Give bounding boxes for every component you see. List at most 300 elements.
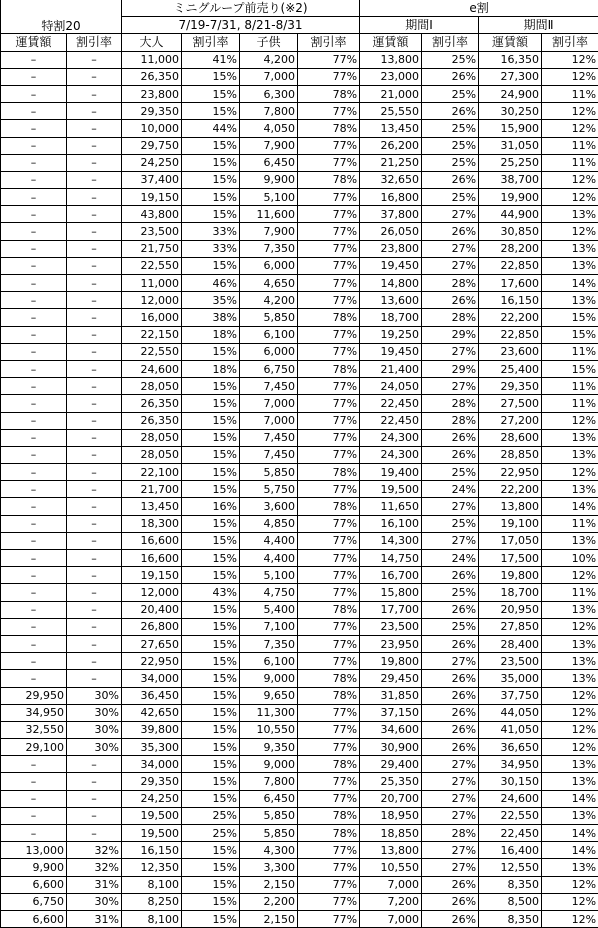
table-row bbox=[1, 257, 598, 274]
cell-adult-rate: 33% bbox=[182, 223, 240, 240]
cell-child-fare: 7,800 bbox=[240, 773, 298, 790]
cell-e1-fare: 19,400 bbox=[360, 464, 422, 481]
cell-e1-rate: 26% bbox=[422, 223, 479, 240]
cell-child-fare: 7,000 bbox=[240, 395, 298, 412]
cell-child-rate: 78% bbox=[298, 171, 360, 188]
cell-special-rate: – bbox=[67, 498, 122, 515]
cell-adult-rate: 15% bbox=[182, 446, 240, 463]
table-row bbox=[1, 739, 598, 756]
cell-child-rate: 77% bbox=[298, 550, 360, 567]
col-adult-rate: 割引率 bbox=[182, 34, 240, 51]
table-row bbox=[1, 68, 598, 85]
cell-child-rate: 77% bbox=[298, 154, 360, 171]
cell-e1-fare: 13,600 bbox=[360, 292, 422, 309]
cell-e1-rate: 27% bbox=[422, 498, 479, 515]
cell-e1-fare: 19,800 bbox=[360, 653, 422, 670]
cell-e2-rate: 14% bbox=[542, 842, 598, 859]
table-row bbox=[1, 859, 598, 876]
cell-child-rate: 77% bbox=[298, 137, 360, 154]
cell-child-rate: 77% bbox=[298, 446, 360, 463]
cell-child-fare: 5,850 bbox=[240, 309, 298, 326]
table-row bbox=[1, 790, 598, 807]
cell-adult-rate: 15% bbox=[182, 515, 240, 532]
cell-adult-fare: 21,700 bbox=[122, 481, 182, 498]
cell-e2-fare: 38,700 bbox=[479, 171, 542, 188]
cell-e1-fare: 34,600 bbox=[360, 721, 422, 738]
cell-e2-rate: 13% bbox=[542, 773, 598, 790]
cell-special-fare: – bbox=[1, 154, 67, 171]
cell-special-rate: – bbox=[67, 825, 122, 842]
cell-child-fare: 4,400 bbox=[240, 532, 298, 549]
cell-child-rate: 77% bbox=[298, 773, 360, 790]
cell-adult-rate: 44% bbox=[182, 120, 240, 137]
cell-e1-rate: 25% bbox=[422, 154, 479, 171]
cell-child-rate: 78% bbox=[298, 85, 360, 102]
cell-adult-rate: 15% bbox=[182, 859, 240, 876]
table-row bbox=[1, 481, 598, 498]
cell-special-fare: – bbox=[1, 756, 67, 773]
cell-e1-fare: 29,400 bbox=[360, 756, 422, 773]
cell-adult-rate: 15% bbox=[182, 85, 240, 102]
cell-special-rate: – bbox=[67, 343, 122, 360]
cell-e1-rate: 24% bbox=[422, 550, 479, 567]
table-row bbox=[1, 635, 598, 652]
cell-e2-rate: 13% bbox=[542, 257, 598, 274]
cell-special-rate: – bbox=[67, 790, 122, 807]
cell-adult-rate: 15% bbox=[182, 876, 240, 893]
cell-e1-fare: 32,650 bbox=[360, 171, 422, 188]
cell-adult-rate: 15% bbox=[182, 773, 240, 790]
cell-adult-fare: 19,500 bbox=[122, 807, 182, 824]
cell-e2-rate: 12% bbox=[542, 464, 598, 481]
cell-special-fare: – bbox=[1, 635, 67, 652]
cell-child-fare: 11,600 bbox=[240, 206, 298, 223]
cell-special-fare: – bbox=[1, 223, 67, 240]
cell-child-rate: 77% bbox=[298, 721, 360, 738]
cell-adult-fare: 43,800 bbox=[122, 206, 182, 223]
cell-special-fare: 34,950 bbox=[1, 704, 67, 721]
cell-adult-fare: 34,000 bbox=[122, 670, 182, 687]
cell-child-rate: 77% bbox=[298, 103, 360, 120]
cell-special-rate: 31% bbox=[67, 910, 122, 927]
cell-child-rate: 77% bbox=[298, 842, 360, 859]
table-row bbox=[1, 189, 598, 206]
cell-e2-rate: 15% bbox=[542, 309, 598, 326]
cell-special-fare: – bbox=[1, 498, 67, 515]
cell-special-fare: – bbox=[1, 275, 67, 292]
cell-adult-fare: 27,650 bbox=[122, 635, 182, 652]
cell-e1-rate: 27% bbox=[422, 343, 479, 360]
cell-adult-rate: 15% bbox=[182, 550, 240, 567]
cell-e2-fare: 22,850 bbox=[479, 326, 542, 343]
cell-e2-rate: 12% bbox=[542, 618, 598, 635]
cell-e1-fare: 19,250 bbox=[360, 326, 422, 343]
table-row bbox=[1, 206, 598, 223]
cell-adult-rate: 16% bbox=[182, 498, 240, 515]
cell-child-fare: 4,200 bbox=[240, 51, 298, 68]
cell-e2-rate: 15% bbox=[542, 360, 598, 377]
cell-e1-fare: 19,450 bbox=[360, 257, 422, 274]
cell-adult-fare: 28,050 bbox=[122, 378, 182, 395]
cell-adult-rate: 43% bbox=[182, 584, 240, 601]
cell-adult-rate: 33% bbox=[182, 240, 240, 257]
cell-adult-rate: 15% bbox=[182, 68, 240, 85]
cell-child-rate: 77% bbox=[298, 481, 360, 498]
cell-child-fare: 4,050 bbox=[240, 120, 298, 137]
cell-special-fare: – bbox=[1, 85, 67, 102]
cell-e1-fare: 26,050 bbox=[360, 223, 422, 240]
cell-e1-rate: 27% bbox=[422, 240, 479, 257]
cell-e2-fare: 27,300 bbox=[479, 68, 542, 85]
cell-adult-fare: 29,350 bbox=[122, 773, 182, 790]
cell-adult-rate: 15% bbox=[182, 910, 240, 927]
cell-e1-fare: 23,500 bbox=[360, 618, 422, 635]
cell-e2-rate: 11% bbox=[542, 378, 598, 395]
cell-e2-rate: 13% bbox=[542, 601, 598, 618]
cell-e1-rate: 27% bbox=[422, 842, 479, 859]
cell-e1-fare: 23,000 bbox=[360, 68, 422, 85]
cell-e1-rate: 28% bbox=[422, 412, 479, 429]
cell-adult-rate: 41% bbox=[182, 51, 240, 68]
cell-adult-fare: 19,150 bbox=[122, 189, 182, 206]
cell-e1-rate: 25% bbox=[422, 618, 479, 635]
cell-e1-fare: 14,750 bbox=[360, 550, 422, 567]
col-child-rate: 割引率 bbox=[298, 34, 360, 51]
cell-child-fare: 7,900 bbox=[240, 137, 298, 154]
cell-e2-fare: 8,350 bbox=[479, 910, 542, 927]
cell-adult-fare: 19,150 bbox=[122, 567, 182, 584]
cell-e2-rate: 12% bbox=[542, 893, 598, 910]
cell-e1-rate: 27% bbox=[422, 378, 479, 395]
cell-e1-fare: 29,450 bbox=[360, 670, 422, 687]
cell-child-fare: 7,800 bbox=[240, 103, 298, 120]
col-child: 子供 bbox=[240, 34, 298, 51]
cell-e2-fare: 44,900 bbox=[479, 206, 542, 223]
cell-adult-rate: 15% bbox=[182, 206, 240, 223]
special-20-header: 特割20 bbox=[1, 0, 122, 34]
cell-e1-fare: 26,200 bbox=[360, 137, 422, 154]
cell-e1-fare: 15,800 bbox=[360, 584, 422, 601]
cell-special-fare: – bbox=[1, 446, 67, 463]
cell-e2-fare: 25,400 bbox=[479, 360, 542, 377]
cell-special-rate: – bbox=[67, 189, 122, 206]
cell-child-rate: 77% bbox=[298, 189, 360, 206]
cell-adult-fare: 29,750 bbox=[122, 137, 182, 154]
cell-special-fare: 6,600 bbox=[1, 876, 67, 893]
cell-special-fare: – bbox=[1, 378, 67, 395]
cell-e1-fare: 10,550 bbox=[360, 859, 422, 876]
cell-adult-fare: 24,250 bbox=[122, 154, 182, 171]
cell-e2-fare: 24,600 bbox=[479, 790, 542, 807]
cell-e2-fare: 22,200 bbox=[479, 481, 542, 498]
cell-child-rate: 77% bbox=[298, 343, 360, 360]
cell-child-rate: 77% bbox=[298, 68, 360, 85]
cell-child-rate: 77% bbox=[298, 223, 360, 240]
cell-e2-fare: 28,200 bbox=[479, 240, 542, 257]
cell-e2-fare: 29,350 bbox=[479, 378, 542, 395]
cell-e1-rate: 28% bbox=[422, 825, 479, 842]
cell-e2-fare: 22,950 bbox=[479, 464, 542, 481]
col-e2-fare: 運賃額 bbox=[479, 34, 542, 51]
cell-child-fare: 6,100 bbox=[240, 653, 298, 670]
table-row bbox=[1, 670, 598, 687]
cell-e2-rate: 13% bbox=[542, 635, 598, 652]
cell-e2-rate: 13% bbox=[542, 206, 598, 223]
cell-adult-fare: 12,350 bbox=[122, 859, 182, 876]
cell-e1-rate: 26% bbox=[422, 446, 479, 463]
cell-child-rate: 78% bbox=[298, 498, 360, 515]
cell-e2-fare: 19,800 bbox=[479, 567, 542, 584]
cell-special-rate: – bbox=[67, 567, 122, 584]
cell-child-fare: 11,300 bbox=[240, 704, 298, 721]
table-row bbox=[1, 51, 598, 68]
table-row bbox=[1, 154, 598, 171]
cell-e1-fare: 31,850 bbox=[360, 687, 422, 704]
table-row bbox=[1, 567, 598, 584]
cell-special-rate: – bbox=[67, 618, 122, 635]
cell-child-fare: 5,750 bbox=[240, 481, 298, 498]
cell-e1-rate: 25% bbox=[422, 137, 479, 154]
cell-adult-fare: 37,400 bbox=[122, 171, 182, 188]
cell-adult-rate: 15% bbox=[182, 601, 240, 618]
cell-child-fare: 4,750 bbox=[240, 584, 298, 601]
cell-child-rate: 77% bbox=[298, 790, 360, 807]
cell-child-rate: 77% bbox=[298, 635, 360, 652]
cell-child-fare: 4,200 bbox=[240, 292, 298, 309]
cell-e1-rate: 26% bbox=[422, 910, 479, 927]
cell-e2-rate: 11% bbox=[542, 395, 598, 412]
cell-child-fare: 6,750 bbox=[240, 360, 298, 377]
cell-special-fare: 29,950 bbox=[1, 687, 67, 704]
cell-e1-rate: 28% bbox=[422, 309, 479, 326]
table-row bbox=[1, 653, 598, 670]
cell-child-fare: 6,100 bbox=[240, 326, 298, 343]
cell-e1-fare: 37,800 bbox=[360, 206, 422, 223]
cell-e2-rate: 12% bbox=[542, 721, 598, 738]
cell-special-fare: – bbox=[1, 532, 67, 549]
cell-e1-fare: 21,400 bbox=[360, 360, 422, 377]
cell-e1-rate: 26% bbox=[422, 292, 479, 309]
cell-e1-rate: 27% bbox=[422, 257, 479, 274]
cell-special-fare: – bbox=[1, 292, 67, 309]
cell-adult-rate: 15% bbox=[182, 429, 240, 446]
cell-child-rate: 77% bbox=[298, 567, 360, 584]
cell-special-fare: – bbox=[1, 360, 67, 377]
cell-e2-fare: 22,200 bbox=[479, 309, 542, 326]
cell-e2-fare: 28,600 bbox=[479, 429, 542, 446]
cell-special-fare: – bbox=[1, 464, 67, 481]
cell-e2-rate: 11% bbox=[542, 343, 598, 360]
cell-adult-fare: 13,450 bbox=[122, 498, 182, 515]
cell-adult-rate: 15% bbox=[182, 842, 240, 859]
cell-adult-rate: 15% bbox=[182, 395, 240, 412]
cell-special-fare: – bbox=[1, 790, 67, 807]
cell-e2-rate: 13% bbox=[542, 429, 598, 446]
cell-adult-fare: 35,300 bbox=[122, 739, 182, 756]
cell-child-fare: 5,850 bbox=[240, 807, 298, 824]
cell-child-rate: 77% bbox=[298, 876, 360, 893]
cell-e1-rate: 27% bbox=[422, 773, 479, 790]
cell-adult-fare: 11,000 bbox=[122, 51, 182, 68]
cell-e1-rate: 26% bbox=[422, 721, 479, 738]
cell-child-fare: 9,650 bbox=[240, 687, 298, 704]
cell-e2-fare: 15,900 bbox=[479, 120, 542, 137]
table-row bbox=[1, 240, 598, 257]
cell-e1-rate: 25% bbox=[422, 120, 479, 137]
cell-special-fare: – bbox=[1, 103, 67, 120]
cell-child-fare: 5,850 bbox=[240, 464, 298, 481]
table-row bbox=[1, 395, 598, 412]
table-row bbox=[1, 498, 598, 515]
cell-child-rate: 78% bbox=[298, 464, 360, 481]
cell-child-fare: 2,200 bbox=[240, 893, 298, 910]
cell-special-rate: – bbox=[67, 137, 122, 154]
cell-e2-rate: 13% bbox=[542, 756, 598, 773]
cell-special-rate: – bbox=[67, 360, 122, 377]
cell-e2-fare: 35,000 bbox=[479, 670, 542, 687]
cell-e2-fare: 31,050 bbox=[479, 137, 542, 154]
cell-child-fare: 2,150 bbox=[240, 876, 298, 893]
cell-e1-rate: 25% bbox=[422, 85, 479, 102]
cell-e1-fare: 19,450 bbox=[360, 343, 422, 360]
cell-adult-rate: 15% bbox=[182, 171, 240, 188]
table-row bbox=[1, 275, 598, 292]
cell-child-fare: 7,450 bbox=[240, 446, 298, 463]
table-row bbox=[1, 618, 598, 635]
cell-adult-rate: 15% bbox=[182, 532, 240, 549]
cell-child-rate: 77% bbox=[298, 653, 360, 670]
cell-adult-fare: 16,150 bbox=[122, 842, 182, 859]
cell-e2-rate: 12% bbox=[542, 223, 598, 240]
cell-special-rate: – bbox=[67, 446, 122, 463]
cell-special-fare: – bbox=[1, 807, 67, 824]
cell-e1-fare: 24,300 bbox=[360, 446, 422, 463]
cell-e1-rate: 27% bbox=[422, 807, 479, 824]
cell-special-fare: 29,100 bbox=[1, 739, 67, 756]
cell-e1-rate: 27% bbox=[422, 859, 479, 876]
cell-e2-fare: 18,700 bbox=[479, 584, 542, 601]
cell-adult-fare: 22,950 bbox=[122, 653, 182, 670]
cell-special-fare: – bbox=[1, 550, 67, 567]
cell-e2-fare: 17,600 bbox=[479, 275, 542, 292]
cell-e2-rate: 12% bbox=[542, 189, 598, 206]
cell-e1-rate: 27% bbox=[422, 756, 479, 773]
cell-e1-rate: 26% bbox=[422, 893, 479, 910]
table-row bbox=[1, 825, 598, 842]
table-row bbox=[1, 360, 598, 377]
cell-e1-rate: 24% bbox=[422, 481, 479, 498]
table-row bbox=[1, 584, 598, 601]
cell-special-rate: – bbox=[67, 378, 122, 395]
table-row bbox=[1, 910, 598, 927]
table-row bbox=[1, 721, 598, 738]
cell-e2-fare: 28,850 bbox=[479, 446, 542, 463]
cell-child-rate: 77% bbox=[298, 395, 360, 412]
cell-e2-rate: 11% bbox=[542, 137, 598, 154]
table-row bbox=[1, 378, 598, 395]
cell-child-rate: 78% bbox=[298, 687, 360, 704]
cell-e2-fare: 13,800 bbox=[479, 498, 542, 515]
cell-child-fare: 4,850 bbox=[240, 515, 298, 532]
cell-adult-fare: 20,400 bbox=[122, 601, 182, 618]
cell-e2-fare: 22,550 bbox=[479, 807, 542, 824]
cell-special-fare: – bbox=[1, 120, 67, 137]
cell-adult-fare: 22,550 bbox=[122, 343, 182, 360]
cell-e1-rate: 26% bbox=[422, 68, 479, 85]
cell-e2-fare: 17,050 bbox=[479, 532, 542, 549]
cell-child-fare: 7,100 bbox=[240, 618, 298, 635]
cell-child-rate: 77% bbox=[298, 206, 360, 223]
cell-e1-fare: 22,450 bbox=[360, 395, 422, 412]
cell-e1-fare: 30,900 bbox=[360, 739, 422, 756]
cell-special-fare: – bbox=[1, 137, 67, 154]
cell-adult-rate: 15% bbox=[182, 378, 240, 395]
cell-e1-fare: 23,950 bbox=[360, 635, 422, 652]
cell-child-fare: 7,450 bbox=[240, 429, 298, 446]
cell-child-rate: 77% bbox=[298, 429, 360, 446]
cell-special-fare: 9,900 bbox=[1, 859, 67, 876]
cell-e2-rate: 14% bbox=[542, 275, 598, 292]
cell-adult-fare: 12,000 bbox=[122, 584, 182, 601]
cell-e2-rate: 13% bbox=[542, 670, 598, 687]
table-row bbox=[1, 343, 598, 360]
cell-e2-rate: 12% bbox=[542, 567, 598, 584]
cell-special-fare: 32,550 bbox=[1, 721, 67, 738]
cell-special-rate: – bbox=[67, 515, 122, 532]
cell-adult-fare: 10,000 bbox=[122, 120, 182, 137]
cell-child-fare: 10,550 bbox=[240, 721, 298, 738]
cell-e2-rate: 12% bbox=[542, 739, 598, 756]
cell-adult-rate: 35% bbox=[182, 292, 240, 309]
cell-adult-rate: 25% bbox=[182, 825, 240, 842]
cell-child-fare: 6,450 bbox=[240, 154, 298, 171]
table-row bbox=[1, 309, 598, 326]
e-period2-header: 期間Ⅱ bbox=[479, 17, 598, 34]
cell-adult-rate: 15% bbox=[182, 653, 240, 670]
cell-adult-fare: 8,100 bbox=[122, 876, 182, 893]
cell-child-fare: 7,000 bbox=[240, 68, 298, 85]
cell-child-fare: 6,300 bbox=[240, 85, 298, 102]
table-row bbox=[1, 893, 598, 910]
cell-e1-rate: 26% bbox=[422, 103, 479, 120]
cell-special-rate: 30% bbox=[67, 893, 122, 910]
cell-special-fare: – bbox=[1, 515, 67, 532]
cell-special-rate: 30% bbox=[67, 739, 122, 756]
cell-e1-fare: 7,000 bbox=[360, 910, 422, 927]
cell-adult-rate: 25% bbox=[182, 807, 240, 824]
cell-special-fare: – bbox=[1, 825, 67, 842]
cell-special-rate: – bbox=[67, 481, 122, 498]
cell-e2-fare: 37,750 bbox=[479, 687, 542, 704]
table-row bbox=[1, 601, 598, 618]
cell-adult-rate: 15% bbox=[182, 635, 240, 652]
cell-e2-fare: 44,050 bbox=[479, 704, 542, 721]
cell-e1-fare: 17,700 bbox=[360, 601, 422, 618]
cell-child-fare: 6,000 bbox=[240, 257, 298, 274]
cell-adult-fare: 42,650 bbox=[122, 704, 182, 721]
table-row bbox=[1, 550, 598, 567]
cell-child-rate: 78% bbox=[298, 756, 360, 773]
table-row bbox=[1, 326, 598, 343]
cell-special-rate: – bbox=[67, 670, 122, 687]
cell-special-rate: 30% bbox=[67, 721, 122, 738]
cell-e1-rate: 25% bbox=[422, 584, 479, 601]
cell-child-fare: 9,000 bbox=[240, 756, 298, 773]
cell-special-rate: – bbox=[67, 223, 122, 240]
cell-e2-rate: 13% bbox=[542, 240, 598, 257]
cell-e1-fare: 23,800 bbox=[360, 240, 422, 257]
table-row bbox=[1, 756, 598, 773]
